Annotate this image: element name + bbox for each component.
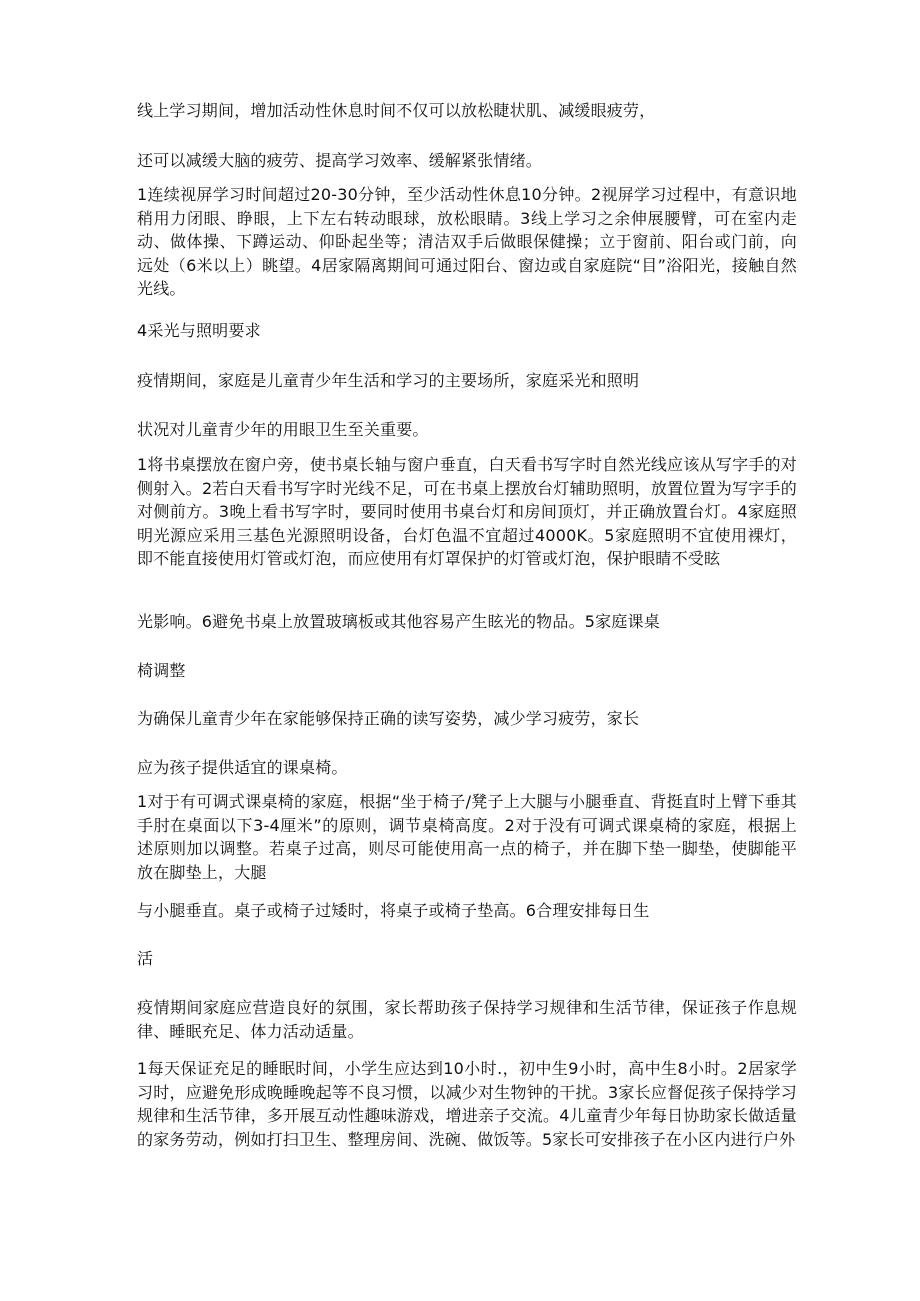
paragraph-11: 应为孩子提供适宜的课桌椅。 <box>137 758 348 777</box>
paragraph-6: 状况对儿童青少年的用眼卫生至关重要。 <box>137 420 429 439</box>
paragraph-7: 1将书桌摆放在窗户旁，使书桌长轴与窗户垂直，白天看书写字时自然光线应该从写字手的对侧射入。2若白天看书写字时光线不足，可在书桌上摆放台灯辅助照明，放置位置为写字手的对侧前方。3晚上看书写字时，要同时使用书桌台灯和房间顶灯，并正确放置台灯。4家庭照明光源应采用三基色光源照明设备，台灯色温不宜超过4000K。5家庭照明不宜使用裸灯，即不能直接使用灯管或灯泡，而应使用有灯罩保护的灯管或灯泡，保护眼睛不受眩 <box>137 455 797 568</box>
paragraph-5: 疫情期间，家庭是儿童青少年生活和学习的主要场所，家庭采光和照明 <box>137 371 640 390</box>
section-heading-daily-life: 活 <box>137 949 154 968</box>
paragraph-8: 光影响。6避免书桌上放置玻璃板或其他容易产生眩光的物品。5家庭课桌 <box>137 612 660 631</box>
section-heading-lighting: 4采光与照明要求 <box>137 321 261 340</box>
section-heading-desk: 椅调整 <box>137 661 186 680</box>
paragraph-15: 疫情期间家庭应营造良好的氛围，家长帮助孩子保持学习规律和生活节律，保证孩子作息规律、睡眠充足、体力活动适量。 <box>137 998 797 1041</box>
paragraph-3: 1连续视屏学习时间超过20-30分钟，至少活动性休息10分钟。2视屏学习过程中，有意识地稍用力闭眼、睁眼，上下左右转动眼球，放松眼睛。3线上学习之余伸展腰臂，可在室内走动、做体操、下蹲运动、仰卧起坐等；清洁双手后做眼保健操；立于窗前、阳台或门前，向远处（6米以上）眺望。4居家隔离期间可通过阳台、窗边或自家庭院“目”浴阳光，接触自然光线。 <box>137 185 797 298</box>
paragraph-10: 为确保儿童青少年在家能够保持正确的读写姿势，减少学习疲劳，家长 <box>137 709 640 728</box>
paragraph-13: 与小腿垂直。桌子或椅子过矮时，将桌子或椅子垫高。6合理安排每日生 <box>137 901 650 920</box>
paragraph-16: 1每天保证充足的睡眠时间，小学生应达到10小时.，初中生9小时，高中生8小时。2居家学习时，应避免形成晚睡晚起等不良习惯，以减少对生物钟的干扰。3家长应督促孩子保持学习规律和生活节律，多开展互动性趣味游戏，增进亲子交流。4儿童青少年每日协助家长做适量的家务劳动，例如打扫卫生、整理房间、洗碗、做饭等。5家长可安排孩子在小区内进行户外 <box>137 1059 797 1149</box>
paragraph-2: 还可以减缓大脑的疲劳、提高学习效率、缓解紧张情绪。 <box>137 151 543 170</box>
paragraph-12: 1对于有可调式课桌椅的家庭，根据“坐于椅子/凳子上大腿与小腿垂直、背挺直时上臂下垂其手肘在桌面以下3-4厘米”的原则，调节桌椅高度。2对于没有可调式课桌椅的家庭，根据上述原则加以调整。若桌子过高，则尽可能使用高一点的椅子，并在脚下垫一脚垫，使脚能平放在脚垫上，大腿 <box>137 792 797 882</box>
paragraph-1: 线上学习期间，增加活动性休息时间不仅可以放松睫状肌、减缓眼疲劳， <box>137 101 656 120</box>
